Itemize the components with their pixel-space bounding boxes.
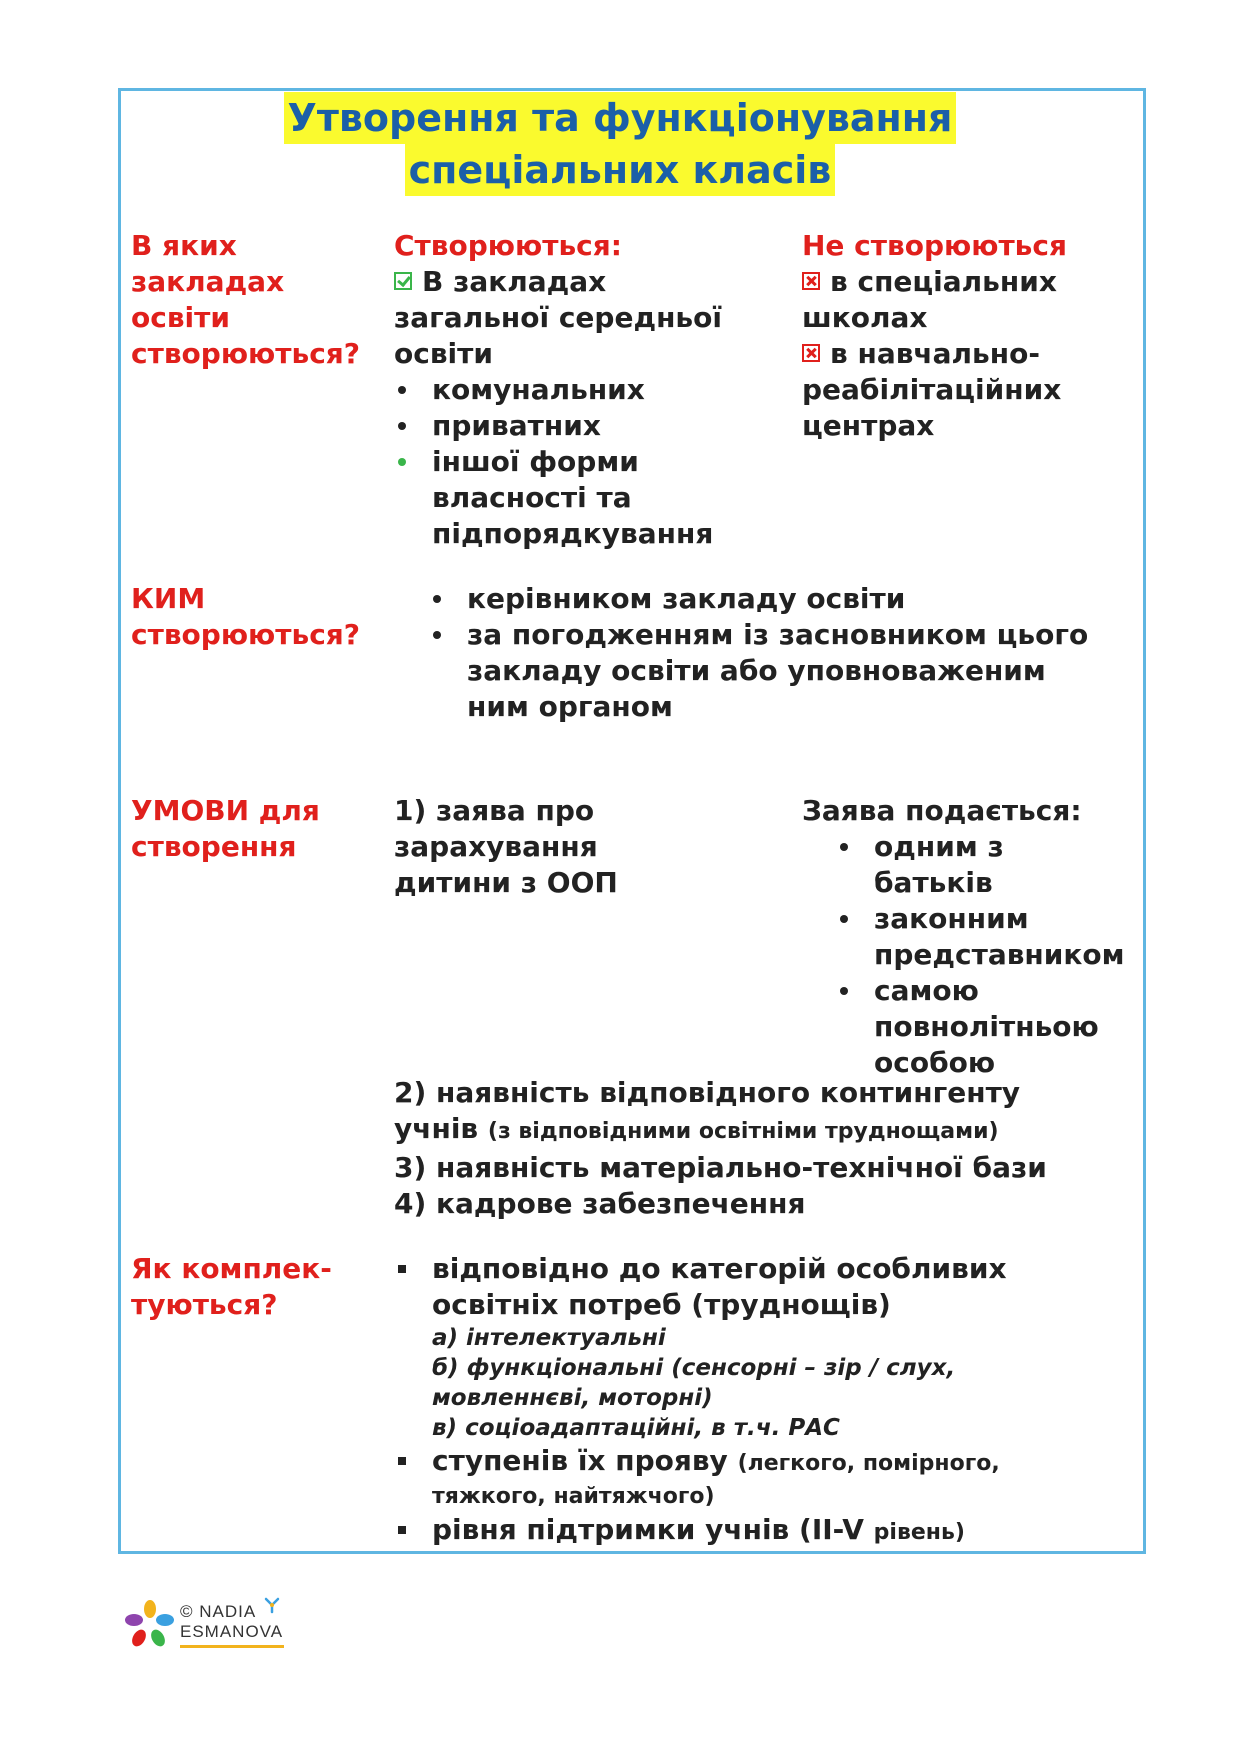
list-item <box>429 617 1139 725</box>
list-item-text: батьків <box>874 866 993 899</box>
question-line: створюються? <box>131 618 361 651</box>
bullet-icon <box>840 843 848 851</box>
who-list <box>429 581 1139 725</box>
list-item-text: закладу освіти або уповноваженим <box>467 654 1046 687</box>
list-item-text: одним з <box>874 830 1004 863</box>
question-line: УМОВИ для <box>131 794 320 827</box>
list-item-text: освітніх потреб (труднощів) <box>432 1288 891 1321</box>
question-conditions <box>131 793 320 865</box>
list-item-note: тяжкого, найтяжчого) <box>432 1484 715 1509</box>
created-line: загальної середньої <box>394 301 722 334</box>
square-bullet-icon <box>398 1265 406 1273</box>
question-line: В яких <box>131 229 237 262</box>
list-item <box>836 973 1142 1081</box>
bullet-icon <box>840 987 848 995</box>
question-formed <box>131 1251 332 1323</box>
condition-line: 1) заява про <box>394 794 595 827</box>
list-item-text: власності та <box>432 481 632 514</box>
list-item <box>836 901 1142 973</box>
sub-item: в) соціоадаптаційні, в т.ч. РАС <box>432 1415 840 1441</box>
list-item-text: законним <box>874 902 1029 935</box>
condition-line: 4) кадрове забезпечення <box>394 1187 806 1220</box>
condition-line: 2) наявність відповідного контингенту <box>394 1076 1021 1109</box>
list-item-text: самою <box>874 974 979 1007</box>
list-item <box>394 408 774 444</box>
list-item-text: рівня підтримки учнів <box>432 1513 790 1546</box>
list-item-text: підпорядкування <box>432 517 714 550</box>
list-item-text: керівником закладу освіти <box>467 582 906 615</box>
condition-1 <box>394 793 774 901</box>
list-item <box>429 581 1139 617</box>
bullet-icon <box>433 631 441 639</box>
created-line: освіти <box>394 337 493 370</box>
question-where <box>131 228 360 372</box>
question-line: створюються? <box>131 337 361 370</box>
question-line: туються? <box>131 1288 278 1321</box>
bullet-icon <box>398 386 406 394</box>
logo-underline <box>180 1645 284 1648</box>
checkbox-checked-icon <box>394 272 412 290</box>
not-created-line: в спеціальних <box>830 265 1057 298</box>
created-column <box>394 228 774 552</box>
sub-item: а) інтелектуальні <box>432 1325 666 1351</box>
condition-line: зарахування <box>394 830 598 863</box>
list-item-text: ступенів їх прояву <box>432 1444 728 1477</box>
submit-column <box>802 793 1142 1081</box>
not-created-heading: Не створюються <box>802 229 1067 262</box>
condition-line: учнів <box>394 1112 479 1145</box>
list-item <box>836 829 1142 901</box>
author-name: ESMANOVA <box>180 1622 284 1641</box>
question-line: освіти <box>131 301 230 334</box>
page-title <box>0 92 1240 196</box>
list-item <box>394 1251 1139 1443</box>
question-line: Як комплек- <box>131 1252 332 1285</box>
question-line: закладах <box>131 265 285 298</box>
list-item-text: повнолітньою <box>874 1010 1099 1043</box>
not-created-line: школах <box>802 301 928 334</box>
list-item-text: особою <box>874 1046 996 1079</box>
question-who <box>131 581 360 653</box>
copyright-text: © NADIA <box>180 1602 257 1621</box>
submit-heading: Заява подається: <box>802 794 1082 827</box>
sparkle-icon <box>263 1596 281 1614</box>
condition-note: (з відповідними освітніми труднощами) <box>487 1119 999 1144</box>
list-item-text: ним органом <box>467 690 673 723</box>
list-item-text: іншої форми <box>432 445 639 478</box>
list-item <box>394 444 774 552</box>
bullet-icon <box>433 595 441 603</box>
square-bullet-icon <box>398 1526 406 1534</box>
bullet-green-icon <box>398 458 406 466</box>
sub-item: мовленнєві, моторні) <box>432 1385 713 1411</box>
bullet-icon <box>840 915 848 923</box>
condition-line: дитини з ООП <box>394 866 618 899</box>
condition-line: 3) наявність матеріально-технічної бази <box>394 1151 1047 1184</box>
sub-item: б) функціональні (сенсорні – зір / слух, <box>432 1355 956 1381</box>
list-item <box>394 372 774 408</box>
list-item <box>394 1512 1139 1551</box>
bullet-icon <box>398 422 406 430</box>
title-line-2: спеціальних класів <box>405 144 836 196</box>
square-bullet-icon <box>398 1457 406 1465</box>
checkbox-crossed-icon <box>802 344 820 362</box>
list-item-text: приватних <box>432 409 601 442</box>
not-created-column <box>802 228 1132 444</box>
title-line-1: Утворення та функціонування <box>284 92 957 144</box>
conditions-2-4 <box>394 1075 1139 1222</box>
question-line: створення <box>131 830 297 863</box>
list-item-note: рівень) <box>873 1520 965 1545</box>
checkbox-crossed-icon <box>802 272 820 290</box>
list-item-text: відповідно до категорій особливих <box>432 1252 1007 1285</box>
created-heading: Створюються: <box>394 229 622 262</box>
list-item-note: (II-V <box>799 1513 864 1546</box>
list-item-text: представником <box>874 938 1125 971</box>
flower-logo-icon <box>124 1598 176 1650</box>
list-item-note: (легкого, помірного, <box>737 1451 1000 1476</box>
not-created-line: реабілітаційних <box>802 373 1062 406</box>
list-item-text: комунальних <box>432 373 645 406</box>
list-item <box>394 1443 1139 1512</box>
created-line: В закладах <box>422 265 607 298</box>
not-created-line: в навчально- <box>830 337 1040 370</box>
formed-list <box>394 1251 1139 1551</box>
not-created-line: центрах <box>802 409 935 442</box>
question-line: КИМ <box>131 582 206 615</box>
list-item-text: за погодженням із засновником цього <box>467 618 1089 651</box>
